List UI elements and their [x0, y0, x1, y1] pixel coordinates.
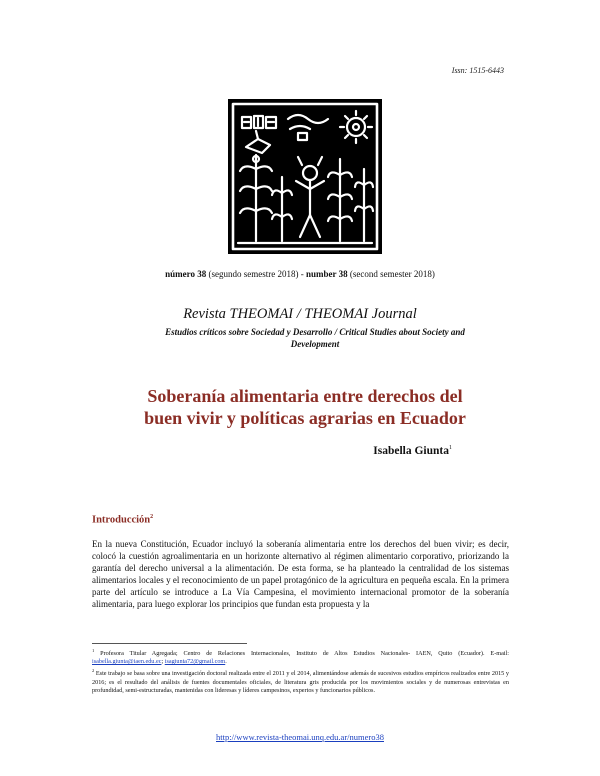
email-link-gmail[interactable]: isagiunta72@gmail.com: [164, 658, 226, 666]
section-heading: [92, 514, 153, 526]
footnote-1-separator: ;: [161, 658, 165, 666]
footnote-1-text: Profesora Titular Agregada; Centro de Relaciones Internacionales, Instituto de Altos Estudios Nacionales- IAEN, Quito (Ecuador). E-mail:: [94, 650, 509, 658]
journal-title: Revista THEOMAI / THEOMAI Journal: [183, 306, 417, 322]
issue-line: [0, 269, 600, 279]
journal-subtitle: Estudios críticos sobre Sociedad y Desarrollo / Critical Studies about Society and Development: [165, 327, 465, 349]
footnote-1: [92, 647, 509, 667]
issue-number-es: número 38: [165, 269, 207, 279]
footnote-divider: [92, 643, 247, 644]
footnote-2: [92, 667, 509, 695]
footnote-1-number: 1: [92, 648, 95, 653]
email-link-iaen[interactable]: isabella.giunta@iaen.edu.ec: [92, 658, 162, 666]
section-footnote-marker[interactable]: 2: [150, 514, 154, 520]
issue-detail-es: (segundo semestre 2018) -: [206, 269, 306, 279]
footer-url-link[interactable]: http://www.revista-theomai.unq.edu.ar/numero38: [216, 732, 384, 742]
issue-detail-en: (second semester 2018): [347, 269, 435, 279]
issn-label: Issn: 1515-6443: [451, 66, 504, 75]
body-paragraph: En la nueva Constitución, Ecuador incluyó la soberanía alimentaria entre los derechos del buen vivir; es decir, colocó la cuestión agroalimentaria en un horizonte alternativo al régimen alimentario corporativo, priorizando la garantía del derecho universal a la alimentación. De esta forma, se ha planteado la centralidad de los sistemas alimentarios locales y el reconocimiento de un papel protagónico de la agricultura en pequeña escala. En la primera parte del artículo se introduce a La Vía Campesina, el movimiento internacional promotor de la soberanía alimentaria, para luego explorar los principios que fundan esta propuesta y la: [92, 539, 509, 610]
author: [373, 445, 452, 457]
logo-illustration: [228, 99, 382, 254]
author-name: Isabella Giunta: [373, 445, 449, 457]
footnote-2-text: Este trabajo se basa sobre una investigación doctoral realizada entre el 2011 y el 2014, alimentándose además de sucesivos estudios empíricos realizados entre 2015 y 2016; es el resultado del análisis de fuentes documentales oficiales, de literatura gris producida por los movimientos sociales y de numerosas entrevistas en profundidad, semi-estructuradas, mantenidas con lideresas y líderes campesinos, expertos y funcionarios públicos.: [92, 670, 509, 695]
section-heading-text: Introducción: [92, 514, 151, 526]
footnote-2-number: 2: [92, 668, 95, 674]
footnotes: [92, 647, 509, 696]
footnote-1-end: .: [225, 658, 227, 666]
author-footnote-marker[interactable]: 1: [449, 445, 452, 452]
footer: [0, 732, 600, 742]
issue-number-en: number 38: [306, 269, 348, 279]
article-title: Soberanía alimentaria entre derechos del buen vivir y políticas agrarias en Ecuador: [144, 386, 466, 428]
journal-logo: [228, 99, 382, 254]
